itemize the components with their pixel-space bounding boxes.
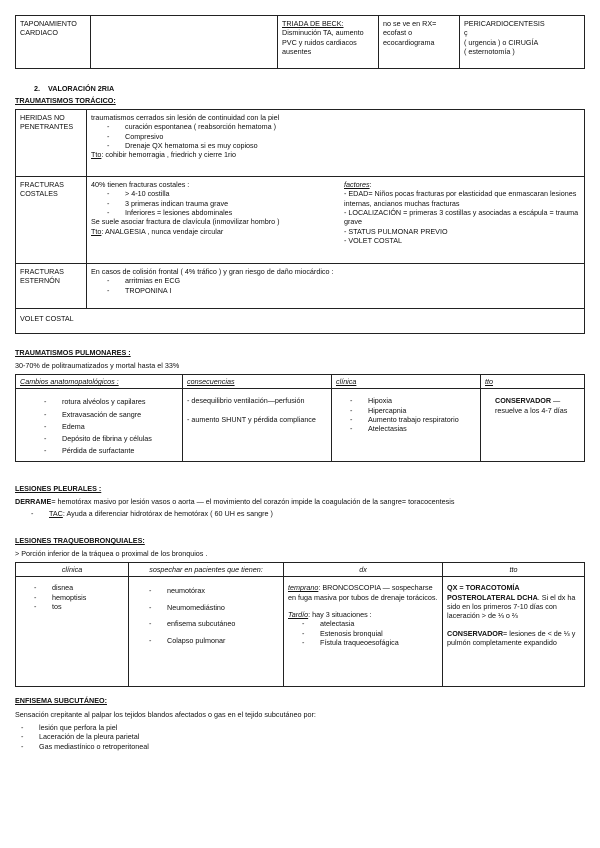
list-item: - Laceración de la pleura parietal: [15, 732, 575, 741]
toracico-table: [15, 109, 585, 334]
tto-qx-text: . Si el dx ha sido en los primeros 7-10 días con laceración > de ⅓ o ⅔: [447, 592, 576, 621]
row-intro: traumatismos cerrados sin lesión de continuidad con la piel: [91, 113, 280, 122]
triada-title: TRIADA DE BECK:: [282, 19, 344, 28]
pulmonares-table: [15, 374, 585, 462]
section-title: VALORACIÓN 2RIA: [48, 84, 115, 93]
toracico-heading: TRAUMATISMOS TORÁCICO:: [15, 96, 116, 105]
column-header: Cambios anatomopatológicos :: [16, 375, 183, 389]
tto-label: Tto: [91, 226, 102, 236]
table-row: [16, 177, 585, 264]
list-item: [25, 509, 585, 518]
factor-item: - EDAD= Niños pocas fracturas por elasticidad que enmascaran lesiones internas, ancianos muchas fracturas: [344, 189, 577, 208]
esternotomia-text: ( esternotomía ): [464, 47, 515, 57]
list-item: - atelectasia: [296, 619, 438, 628]
derrame-line: [15, 497, 587, 506]
table-row: [16, 389, 585, 461]
taponamiento-empty-cell: [91, 16, 278, 69]
list: [143, 583, 279, 649]
column-header: tto: [443, 563, 585, 577]
consecuencia-item: - desequilibrio ventilación—perfusión: [187, 396, 305, 406]
list-item: - lesión que perfora la piel: [15, 723, 575, 732]
dx-temprano: [288, 583, 438, 602]
list-item: - curación espontanea ( reabsorción hematoma ): [101, 122, 580, 131]
clinica-cell: [16, 577, 129, 687]
list-item: - 3 primeras indican trauma grave: [101, 199, 336, 208]
list-item: - Gas mediastínico o retroperitoneal: [15, 742, 575, 751]
list-item: - rotura alvéolos y capilares: [38, 396, 178, 408]
derrame-text: = hemotórax masivo por lesión vasos o aorta — el movimiento del corazón impide la coagulación de la sangre= toracocentesis: [51, 497, 455, 506]
tto-line: [91, 227, 336, 236]
list: [296, 619, 438, 647]
list-item: - Estenosis bronquial: [296, 629, 438, 638]
row-label: FRACTURAS COSTALES: [16, 177, 87, 264]
list-item: - Drenaje QX hematoma si es muy copioso: [101, 141, 580, 150]
taponamiento-table: [15, 15, 585, 69]
section-2-title: [34, 84, 114, 93]
list-item: - TROPONINA I: [101, 286, 580, 295]
row-content: [87, 177, 341, 264]
triada-cell: [278, 16, 379, 69]
row-label: VOLET COSTAL: [16, 309, 585, 334]
traqueo-subtitle: > Porción inferior de la tráquea o proximal de los bronquios .: [15, 549, 208, 558]
list-item: - enfisema subcutáneo: [143, 616, 279, 633]
temprano-text: : BRONCOSCOPIA — sospecharse en fuga masiva por tubos de drenaje torácicos.: [288, 583, 438, 602]
list-item: - Edema: [38, 421, 178, 433]
list-item: - disnea: [28, 583, 124, 592]
tardio-label: Tardío: [288, 610, 309, 620]
table-row: [16, 110, 585, 177]
list: [101, 122, 580, 150]
tto-cell: [481, 389, 585, 461]
factores-title: factores:: [344, 180, 372, 189]
tac-text: : Ayuda a diferenciar hidrotórax de hemotórax ( 60 UH es sangre ): [62, 509, 273, 518]
cambios-cell: [16, 389, 183, 461]
consecuencia-item: - aumento SHUNT y pérdida compliance: [187, 414, 316, 424]
pulmonares-subtitle: 30-70% de politraumatizados y mortal hasta el 33%: [15, 361, 180, 370]
list-item: - Compresivo: [101, 132, 580, 141]
list: [101, 276, 580, 295]
tac-label: TAC: [49, 509, 63, 518]
column-header: clínica: [332, 375, 481, 389]
tto-cons-title: CONSERVADOR: [447, 628, 504, 638]
row-intro: 40% tienen fracturas costales :: [91, 180, 190, 189]
list-item: - neumotórax: [143, 583, 279, 600]
table-header-row: [16, 563, 585, 577]
list: [28, 583, 124, 611]
list-item: - Hipoxia: [344, 396, 476, 405]
dx-cell: [284, 577, 443, 687]
list: [344, 396, 476, 433]
tto-cons-text: = lesiones de < de ⅓ y pulmón completamente expandido: [447, 628, 576, 648]
tto-text: : cohibir hemorragia , friedrich y cierre 1rio: [101, 150, 237, 160]
list-item: - tos: [28, 602, 124, 611]
list-item: - Fístula traqueoesofágica: [296, 638, 438, 647]
table-header-row: [16, 375, 585, 389]
dx-tardio: [288, 610, 438, 619]
row-label: HERIDAS NO PENETRANTES: [16, 110, 87, 177]
list-item: - hemoptisis: [28, 593, 124, 602]
list: [15, 723, 575, 751]
list-item: - Inferiores = lesiones abdominales: [101, 208, 336, 217]
row-intro: En casos de colisión frontal ( 4% tráfico ) y gran riesgo de daño miocárdico :: [91, 267, 334, 276]
traqueo-heading: LESIONES TRAQUEOBRONQUIALES:: [15, 536, 145, 545]
list-item: - Pérdida de surfactante: [38, 445, 178, 457]
column-header: tto: [481, 375, 585, 389]
table-row: [16, 309, 585, 334]
list-item: - > 4-10 costilla: [101, 189, 336, 198]
list-item: - arritmias en ECG: [101, 276, 580, 285]
rx-cell: no se ve en RX= ecofast o ecocardiograma: [379, 16, 460, 69]
list-item: - Aumento trabajo respiratorio: [344, 415, 476, 424]
factor-item: - VOLET COSTAL: [344, 236, 403, 246]
pleurales-heading: LESIONES PLEURALES :: [15, 484, 102, 493]
list-item: - Atelectasias: [344, 424, 476, 433]
consecuencias-cell: [183, 389, 332, 461]
tto-line: [91, 150, 580, 159]
enfisema-heading: ENFISEMA SUBCUTÁNEO:: [15, 696, 107, 705]
factor-item: - LOCALIZACIÓN = primeras 3 costillas y asociadas a escápula = trauma grave: [344, 208, 579, 227]
pulmonares-heading: TRAUMATISMOS PULMONARES :: [15, 348, 131, 357]
list-item: - Hipercapnia: [344, 406, 476, 415]
table-row: [16, 577, 585, 687]
enfisema-intro: Sensación crepitante al palpar los tejidos blandos afectados o gas en el tejido subcutáneo por:: [15, 710, 316, 719]
tto-cons: [447, 629, 580, 648]
treatment-arrow: ç: [464, 28, 468, 38]
column-header: sospechar en pacientes que tienen:: [129, 563, 284, 577]
list: [38, 396, 178, 457]
tto-qx-title: QX = TORACOTOMÍA POSTEROLATERAL DCHA: [447, 583, 538, 602]
section-number: 2.: [34, 84, 40, 93]
column-header: dx: [284, 563, 443, 577]
list-item: - Depósito de fibrina y células: [38, 433, 178, 445]
urgencia-text: ( urgencia ) o: [464, 37, 509, 47]
list-item: - Neumomediástino: [143, 600, 279, 617]
tto-text: : ANALGESIA , nunca vendaje circular: [101, 226, 224, 236]
tto-qx: [447, 583, 580, 620]
row-content: [87, 264, 585, 309]
row-note: Se suele asociar fractura de clavícula (inmovilizar hombro ): [91, 217, 280, 227]
traqueo-table: [15, 562, 585, 687]
list-item: - Extravasación de sangre: [38, 409, 178, 421]
treatment-cell: [460, 16, 585, 69]
factores-cell: [340, 177, 585, 264]
cirugia-text: CIRUGÍA: [508, 37, 539, 47]
triada-text: Disminución TA, aumento PVC y ruidos cardiacos ausentes: [282, 28, 364, 57]
tto-text: — resuelve a los 4-7 días: [495, 396, 568, 415]
temprano-label: temprano: [288, 583, 319, 593]
row-content: [87, 110, 585, 177]
column-header: clínica: [16, 563, 129, 577]
tto-title: CONSERVADOR: [495, 396, 552, 406]
list: [25, 509, 585, 518]
factor-item: - STATUS PULMONAR PREVIO: [344, 226, 448, 236]
row-label: FRACTURAS ESTERNÓN: [16, 264, 87, 309]
pericardiocentesis: PERICARDIOCENTESIS: [464, 19, 545, 28]
derrame-label: DERRAME: [15, 497, 52, 506]
tto-cell: [443, 577, 585, 687]
sospechar-cell: [129, 577, 284, 687]
taponamiento-label: TAPONAMIENTO CARDIACO: [16, 16, 91, 69]
tto-label: Tto: [91, 150, 102, 160]
table-row: [16, 264, 585, 309]
list: [101, 189, 336, 217]
clinica-cell: [332, 389, 481, 461]
list-item: - Colapso pulmonar: [143, 633, 279, 650]
tardio-text: : hay 3 situaciones :: [308, 610, 372, 620]
column-header: consecuencias: [183, 375, 332, 389]
